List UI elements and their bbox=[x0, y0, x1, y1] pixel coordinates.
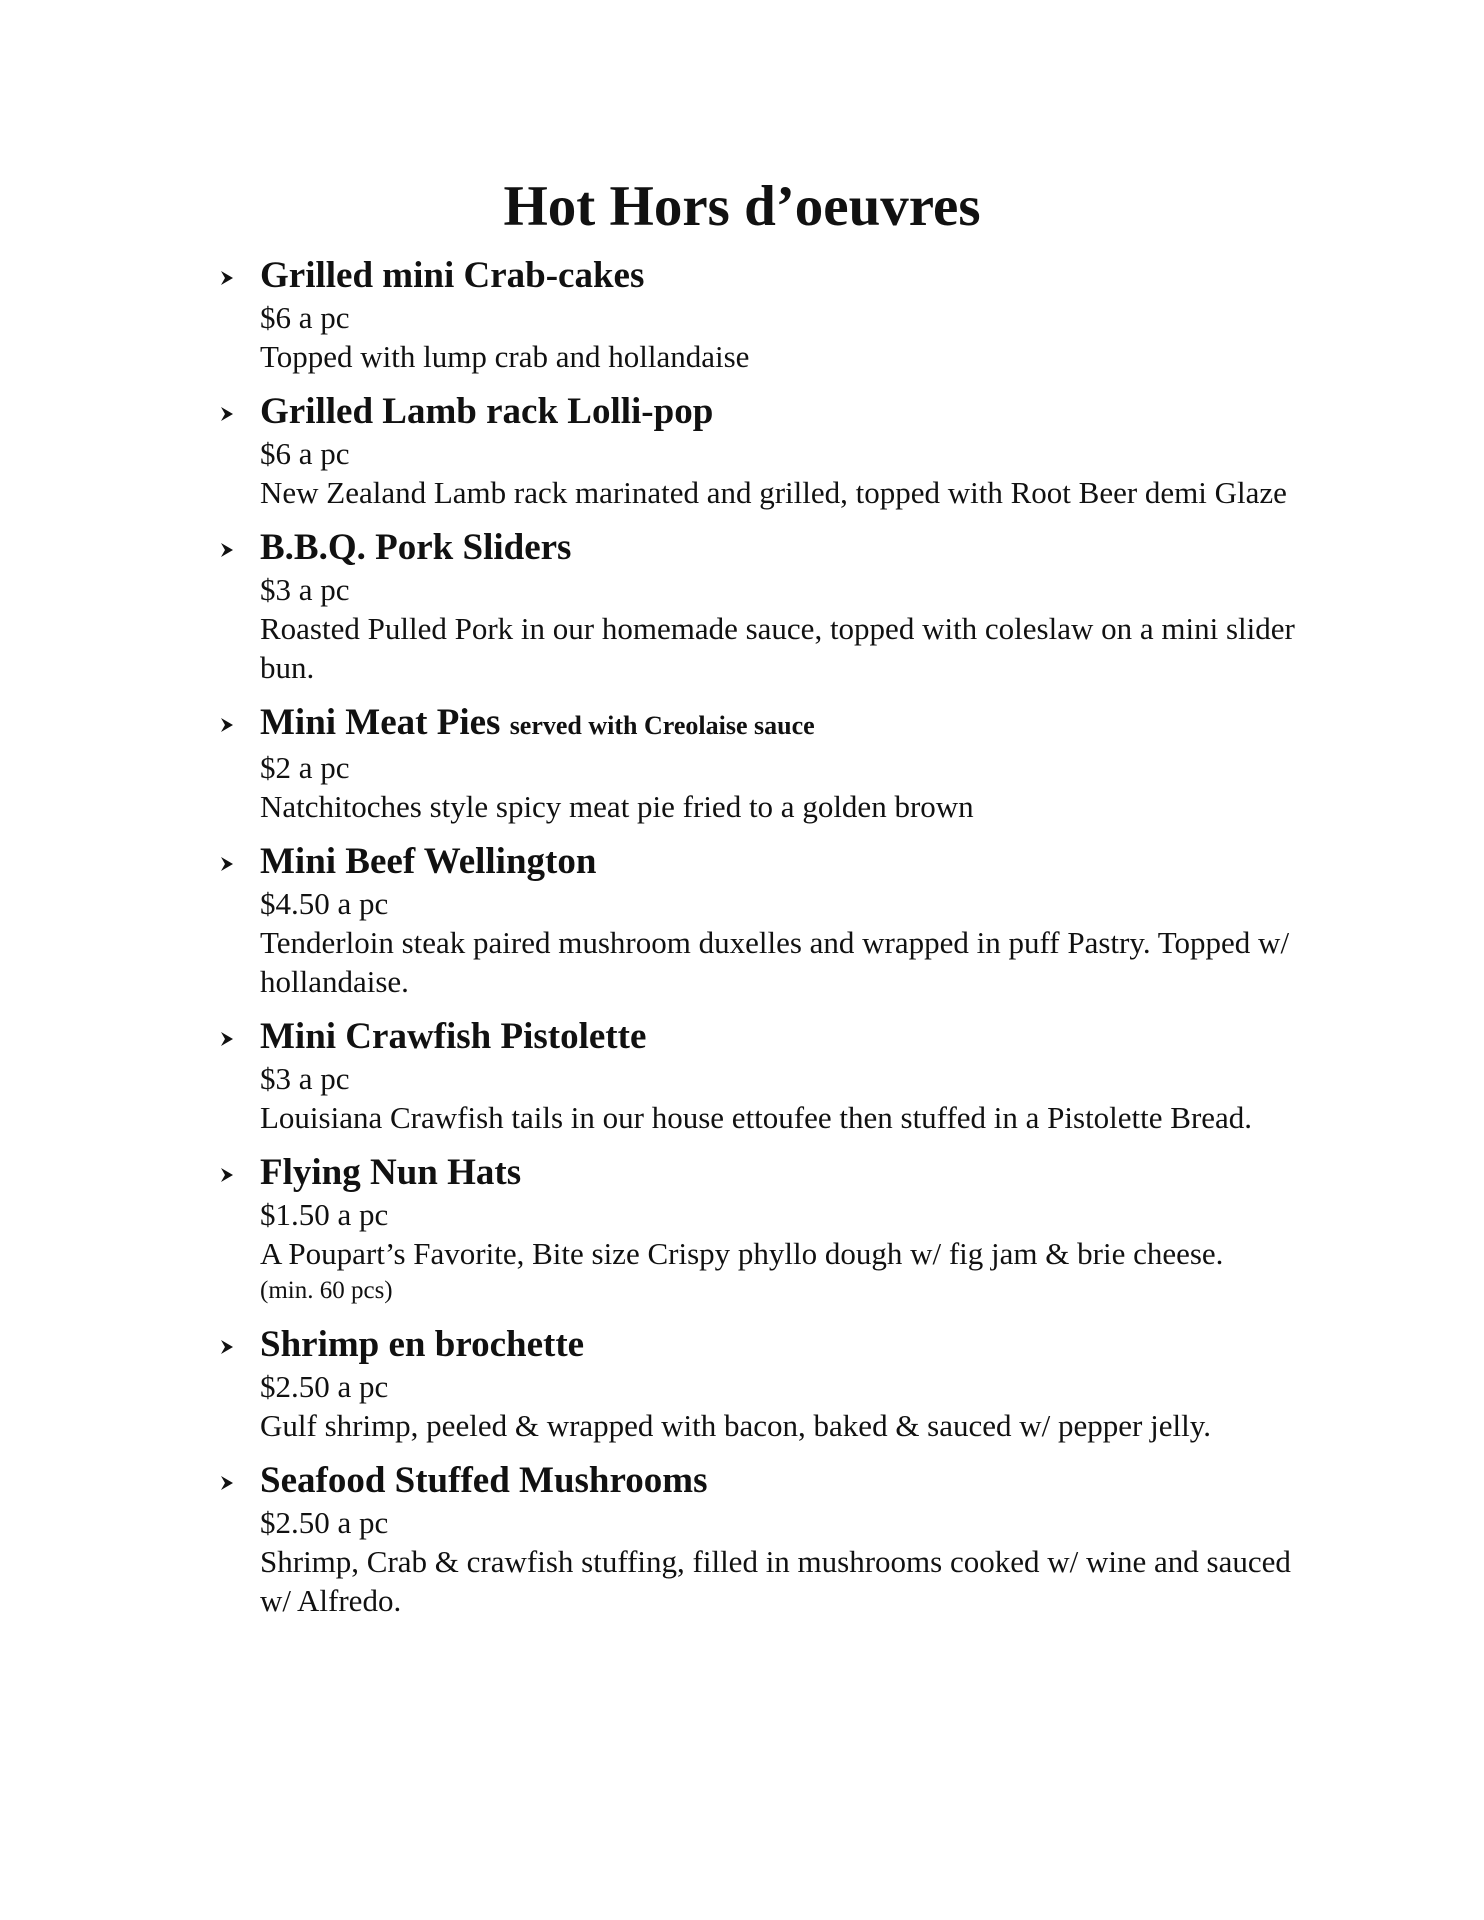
item-price: $2.50 a pc bbox=[260, 1369, 389, 1404]
arrow-bullet-icon bbox=[220, 1031, 234, 1047]
item-price: $3 a pc bbox=[260, 1061, 350, 1096]
page-title: Hot Hors d’oeuvres bbox=[503, 175, 981, 238]
item-price: $2 a pc bbox=[260, 750, 350, 785]
item-description: Tenderloin steak paired mushroom duxelles and wrapped in puff Pastry. Topped w/ hollandaise. bbox=[260, 925, 1290, 999]
item-name: Mini Beef Wellington bbox=[260, 841, 597, 882]
arrow-bullet-icon bbox=[220, 1167, 234, 1183]
item-price: $6 a pc bbox=[260, 300, 350, 335]
menu-item-crab-cakes bbox=[220, 254, 1310, 376]
item-description: Louisiana Crawfish tails in our house ettoufee then stuffed in a Pistolette Bread. bbox=[260, 1100, 1253, 1135]
item-price: $2.50 a pc bbox=[260, 1505, 389, 1540]
arrow-bullet-icon bbox=[220, 717, 234, 733]
menu-item-meat-pies bbox=[220, 701, 1310, 826]
item-name: Mini Crawfish Pistolette bbox=[260, 1016, 647, 1057]
item-name: B.B.Q. Pork Sliders bbox=[260, 527, 572, 568]
arrow-bullet-icon bbox=[220, 406, 234, 422]
item-price: $3 a pc bbox=[260, 572, 350, 607]
item-note: served with Creolaise sauce bbox=[509, 711, 815, 740]
menu-item-beef-wellington bbox=[220, 840, 1310, 1001]
item-minimum-note: (min. 60 pcs) bbox=[260, 1277, 393, 1304]
item-description: New Zealand Lamb rack marinated and grilled, topped with Root Beer demi Glaze bbox=[260, 475, 1287, 510]
menu-item-pork-sliders bbox=[220, 526, 1310, 687]
menu-item-lamb-lollipop bbox=[220, 390, 1310, 512]
menu-list bbox=[220, 254, 1310, 1634]
item-description: Roasted Pulled Pork in our homemade sauce, topped with coleslaw on a mini slider bun. bbox=[260, 611, 1295, 685]
arrow-bullet-icon bbox=[220, 270, 234, 286]
menu-item-crawfish-pistolette bbox=[220, 1015, 1310, 1137]
arrow-bullet-icon bbox=[220, 542, 234, 558]
arrow-bullet-icon bbox=[220, 856, 234, 872]
item-price: $1.50 a pc bbox=[260, 1197, 389, 1232]
menu-item-flying-nun-hats bbox=[220, 1151, 1310, 1309]
item-name: Flying Nun Hats bbox=[260, 1152, 522, 1193]
item-description: Topped with lump crab and hollandaise bbox=[260, 339, 750, 374]
menu-item-stuffed-mushrooms bbox=[220, 1459, 1310, 1620]
item-description: A Poupart’s Favorite, Bite size Crispy phyllo dough w/ fig jam & brie cheese. bbox=[260, 1236, 1224, 1271]
item-price: $6 a pc bbox=[260, 436, 350, 471]
item-name: Shrimp en brochette bbox=[260, 1324, 585, 1365]
item-price: $4.50 a pc bbox=[260, 886, 389, 921]
item-description: Shrimp, Crab & crawfish stuffing, filled in mushrooms cooked w/ wine and sauced w/ Alfredo. bbox=[260, 1544, 1291, 1618]
arrow-bullet-icon bbox=[220, 1475, 234, 1491]
item-description: Gulf shrimp, peeled & wrapped with bacon, baked & sauced w/ pepper jelly. bbox=[260, 1408, 1211, 1443]
arrow-bullet-icon bbox=[220, 1339, 234, 1355]
item-description: Natchitoches style spicy meat pie fried to a golden brown bbox=[260, 789, 974, 824]
item-name: Grilled mini Crab-cakes bbox=[260, 255, 645, 296]
menu-item-shrimp-brochette bbox=[220, 1323, 1310, 1445]
item-name: Grilled Lamb rack Lolli-pop bbox=[260, 391, 714, 432]
item-name: Seafood Stuffed Mushrooms bbox=[260, 1460, 708, 1501]
item-name: Mini Meat Pies served with Creolaise sauce bbox=[260, 702, 815, 743]
